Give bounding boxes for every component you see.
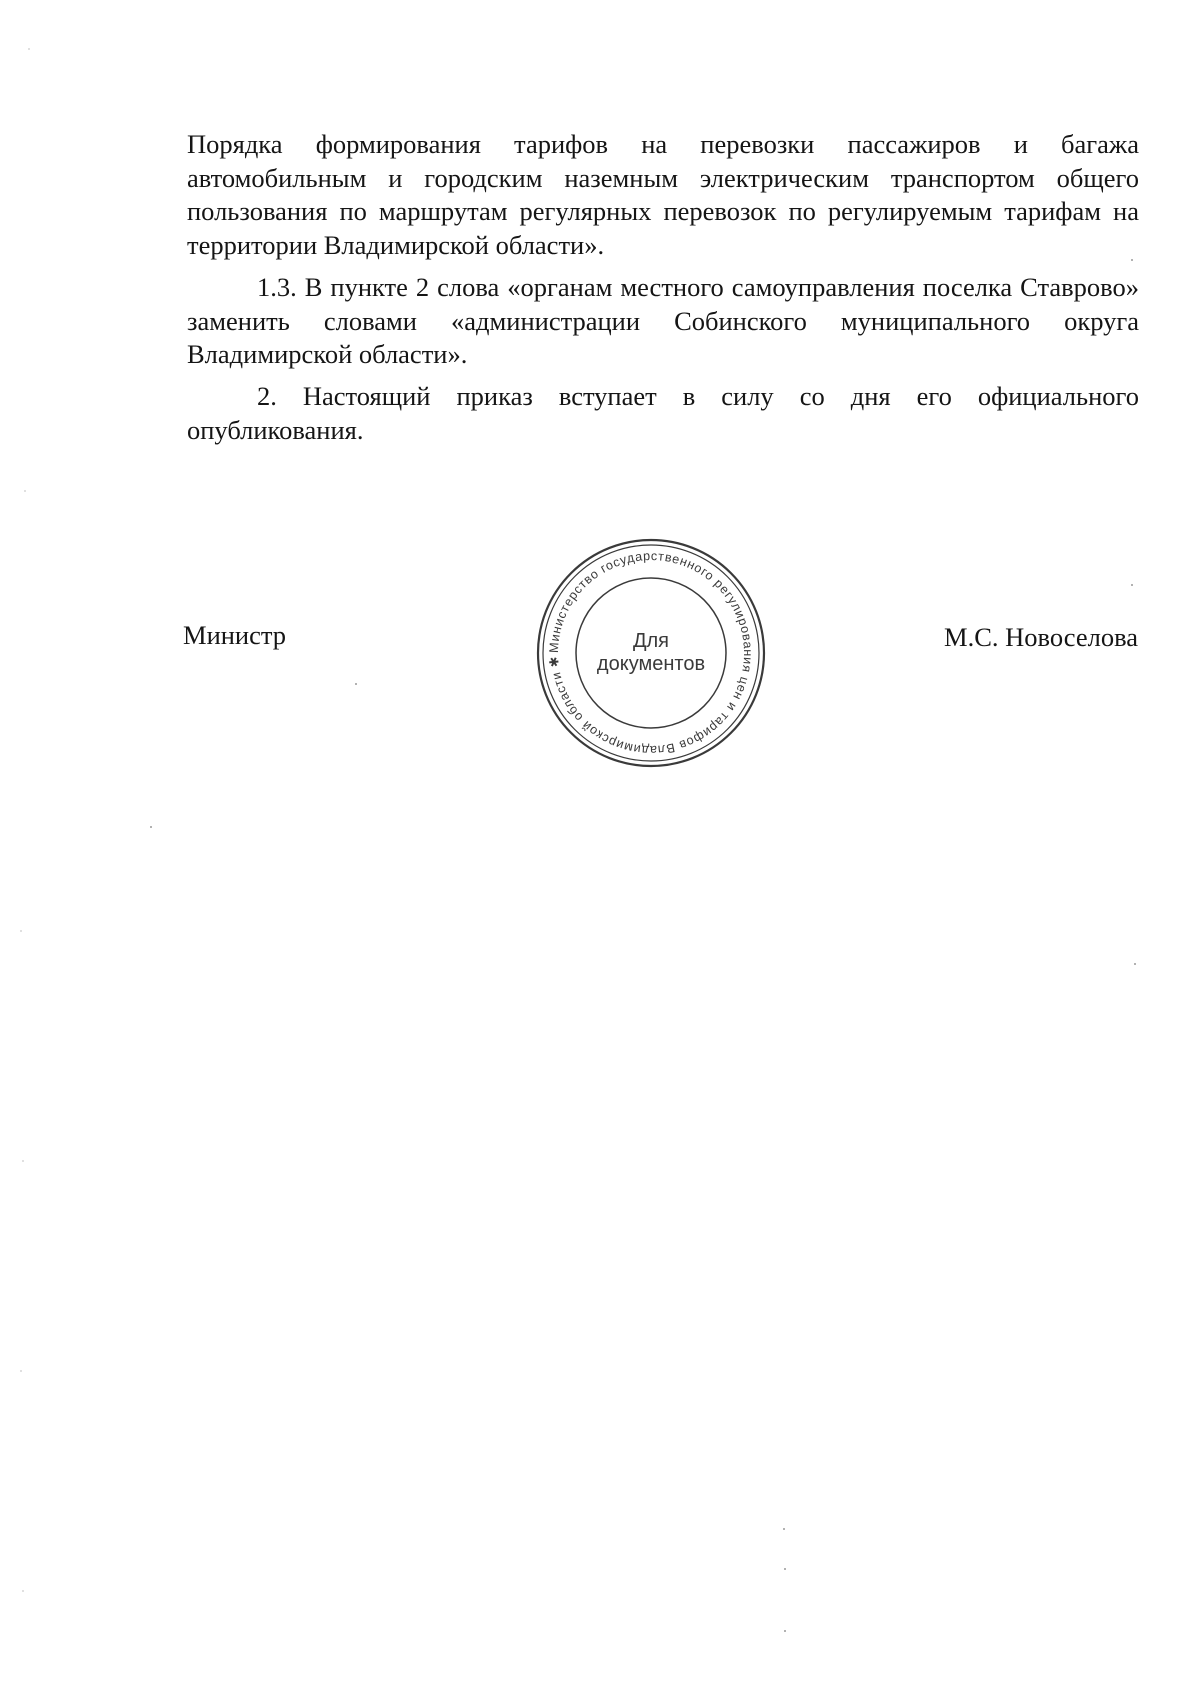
scan-speck — [22, 1160, 24, 1162]
scan-speck — [1134, 963, 1136, 965]
paragraph-tariff-order: Порядка формирования тарифов на перевозки пассажиров и багажа автомобильным и городским наземным электрическим транспортом общего пользования по маршрутам регулярных перевозок по регулируемым тарифам на территории Владимирской области». — [187, 129, 1139, 260]
scan-speck — [1131, 259, 1133, 261]
seal-center-line-2: документов — [596, 653, 706, 675]
signatory-name: М.С. Новоселова — [944, 622, 1138, 652]
scan-speck — [150, 826, 152, 828]
scan-speck — [784, 1630, 786, 1632]
seal-ring-textpath: Министерство государственного регулирования цен и тарифов Владимирской области ✱ — [546, 548, 756, 758]
scan-speck — [20, 930, 22, 932]
scan-speck — [1131, 584, 1133, 586]
signatory-position: Министр — [183, 620, 287, 650]
scan-speck — [355, 683, 357, 685]
seal-center-line-1: Для — [632, 630, 670, 652]
scan-speck — [22, 1590, 24, 1592]
scan-speck — [20, 1370, 22, 1372]
scan-speck — [28, 48, 30, 50]
scan-speck — [784, 1568, 786, 1570]
scan-speck — [783, 1528, 785, 1530]
scan-speck — [24, 490, 26, 492]
paragraph-clause-1-3: 1.3. В пункте 2 слова «органам местного самоуправления поселка Ставрово» заменить словами «администрации Собинского муниципального округа Владимирской области». — [187, 272, 1139, 369]
paragraph-clause-2: 2. Настоящий приказ вступает в силу со дня его официального опубликования. — [187, 381, 1139, 445]
official-seal — [535, 537, 767, 769]
